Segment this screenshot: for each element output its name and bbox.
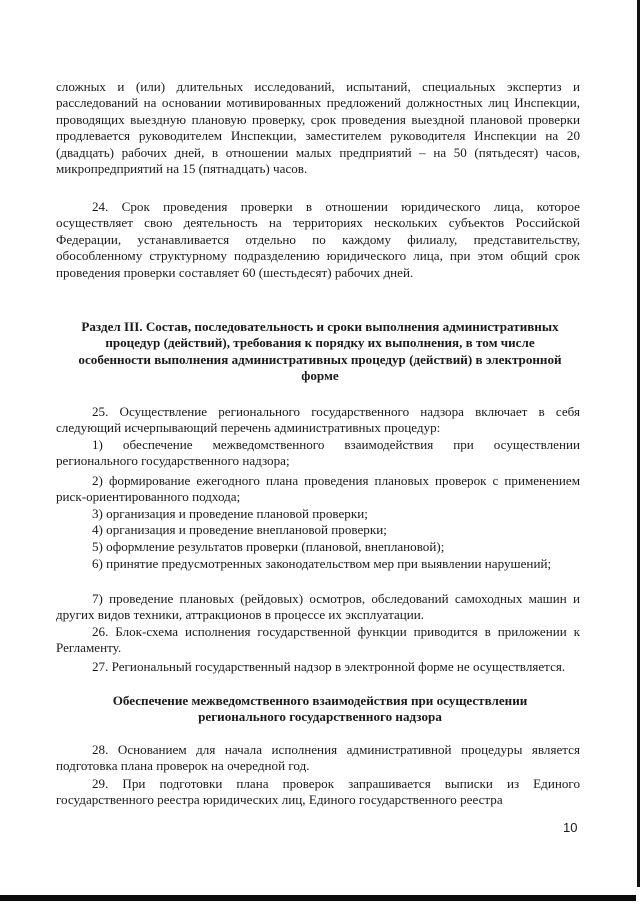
list-item-25-3: 3) организация и проведение плановой проверки; bbox=[92, 506, 368, 521]
list-item-25-4: 4) организация и проведение внеплановой проверки; bbox=[92, 522, 387, 537]
scan-border-bar bbox=[0, 895, 636, 901]
section-3-heading: Раздел III. Состав, последовательность и сроки выполнения административных процедур (действий), требования к порядку их выполнения, в том числе особенности выполнения административных процедур (действий) в электронной форме bbox=[78, 319, 562, 384]
paragraph-25: 25. Осуществление регионального государственного надзора включает в себя следующий исчерпывающий перечень административных процедур: bbox=[56, 404, 580, 436]
list-item-25-7: 7) проведение плановых (рейдовых) осмотров, обследований самоходных машин и других видов техники, аттракционов в процессе их эксплуатации. bbox=[56, 591, 580, 623]
scan-edge-bottom bbox=[0, 887, 640, 905]
list-item-25-1: 1) обеспечение межведомственного взаимодействия при осуществлении регионального государственного надзора; bbox=[56, 437, 580, 469]
page-number: 10 bbox=[563, 820, 578, 835]
list-item-25-2: 2) формирование ежегодного плана проведения плановых проверок с применением риск-ориентированного подхода; bbox=[56, 473, 580, 505]
list-item-25-5: 5) оформление результатов проверки (плановой, внеплановой); bbox=[92, 539, 445, 554]
paragraph-27: 27. Региональный государственный надзор в электронной форме не осуществляется. bbox=[92, 659, 566, 674]
subsection-heading: Обеспечение межведомственного взаимодействия при осуществлении регионального государственного надзора bbox=[112, 693, 528, 725]
paragraph-29: 29. При подготовки плана проверок запрашивается выписки из Единого государственного реестра юридических лиц, Единого государственного реестра bbox=[56, 776, 580, 808]
list-item-25-6: 6) принятие предусмотренных законодательством мер при выявлении нарушений; bbox=[92, 556, 552, 571]
paragraph-28: 28. Основанием для начала исполнения административной процедуры является подготовка плана проверок на очередной год. bbox=[56, 742, 580, 774]
paragraph-continuation: сложных и (или) длительных исследований, испытаний, специальных экспертиз и расследований на основании мотивированных предложений должностных лиц Инспекции, проводящих выездную плановую проверку, срок проведения выездной плановой проверки продлевается руководителем Инспекции, заместителем руководителя Инспекции на 20 (двадцать) рабочих дней, в отношении малых предприятий – на 50 (пятьдесят) часов, микропредприятий на 15 (пятнадцать) часов. bbox=[56, 79, 580, 177]
paragraph-26: 26. Блок-схема исполнения государственной функции приводится в приложении к Регламенту. bbox=[56, 624, 580, 656]
paragraph-24: 24. Срок проведения проверки в отношении юридического лица, которое осуществляет свою деятельность на территориях нескольких субъектов Российской Федерации, устанавливается отдельно по каждому филиалу, представительству, обособленному структурному подразделению юридического лица, при этом общий срок проведения проверки составляет 60 (шестьдесят) рабочих дней. bbox=[56, 199, 580, 280]
